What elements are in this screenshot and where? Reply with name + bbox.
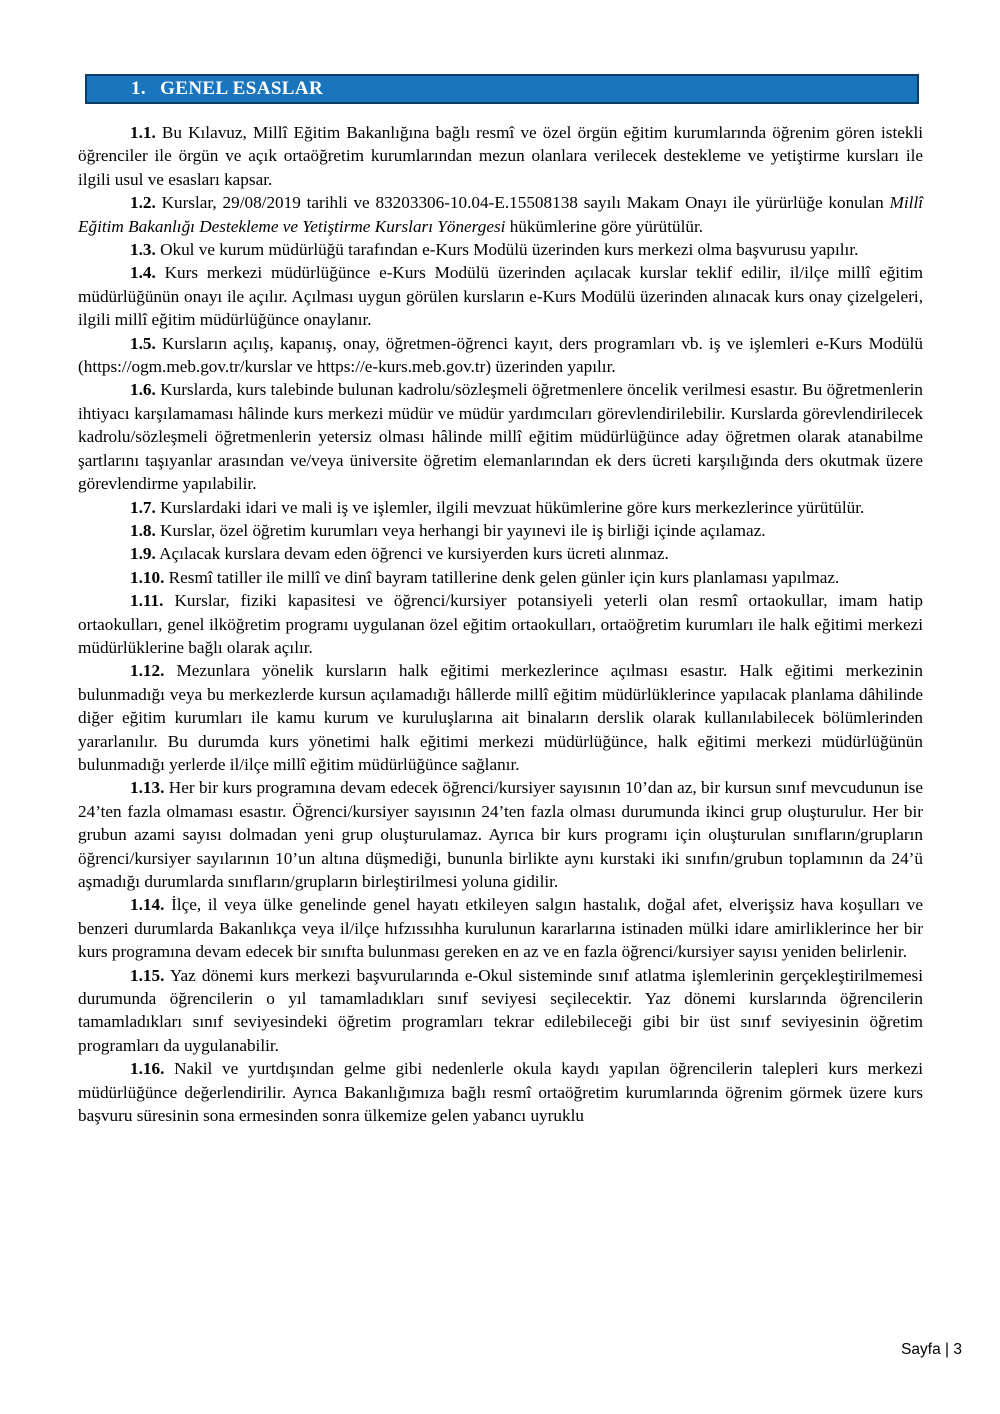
- clause-1.1: [78, 121, 923, 191]
- clause-number: 1.13.: [130, 778, 165, 798]
- clause-1.8: [78, 519, 923, 542]
- clause-text: Her bir kurs programına devam edecek öğrenci/kursiyer sayısının 10’dan az, bir kursun sınıf mevcudunun ise 24’ten fazla olmaması esastır. Öğrenci/kursiyer sayısının 24’ten fazla olması durumunda ikinci grup oluşturulur. Her bir grubun azami sayısı dolmadan yeni grup oluşturulamaz. Ayrıca bir kurs programı için oluşturulan sınıfların/grupların öğrenci/kursiyer sayılarının 10’un altına düşmediği, bununla birlikte aynı kurstaki iki sınıfın/grubun toplamının da 24’ü aşmadığı durumlarda sınıfların/grupların birleştirilmesi yoluna gidilir.: [78, 778, 923, 891]
- clause-1.5: [78, 332, 923, 379]
- clause-text: Mezunlara yönelik kursların halk eğitimi merkezlerince açılması esastır. Halk eğitimi merkezinin bulunmadığı veya bu merkezlerde kursun açılamadığı hâllerde millî eğitim müdürlüklerince yapılacak planlama dâhilinde diğer eğitim kurumları ile kamu kurum ve kuruluşlarına ait binaların derslik olarak kullanılabilecek bölümlerinden yararlanılır. Bu durumda kurs yönetimi halk eğitimi merkezi müdürlüğünce, halk eğitimi merkezi müdürlüğünün bulunmadığı yerlerde il/ilçe millî eğitim müdürlüğünce sağlanır.: [78, 661, 924, 774]
- clause-text: Nakil ve yurtdışından gelme gibi nedenlerle okula kaydı yapılan öğrencilerin talepleri kurs merkezi müdürlüğünce değerlendirilir. Ayrıca Bakanlığımıza bağlı resmî ortaöğretim kurumlarında öğrenim görmek üzere kurs başvuru süresinin sona ermesinden sonra ülkemize gelen yabancı uyruklu: [78, 1059, 923, 1126]
- clause-text: Resmî tatiller ile millî ve dinî bayram tatillerine denk gelen günler için kurs planlaması yapılmaz.: [168, 567, 840, 587]
- clause-text: Kurs merkezi müdürlüğünce e-Kurs Modülü üzerinden açılacak kurslar teklif edilir, il/ilçe millî eğitim müdürlüğünün onayı ile açılır. Açılması uygun görülen kursların e-Kurs Modülü üzerinden alınacak kurs onay çizelgeleri, ilgili millî eğitim müdürlüğünce onaylanır.: [78, 263, 923, 330]
- section-number: 1.: [131, 78, 147, 99]
- clause-1.16: [78, 1057, 923, 1127]
- clause-number: 1.4.: [130, 263, 156, 283]
- clause-text: Kurslar, 29/08/2019 tarihli ve 83203306-10.04-E.15508138 sayılı Makam Onayı ile yürürlüğe konulan: [161, 193, 890, 213]
- clause-text: Kursların açılış, kapanış, onay, öğretmen-öğrenci kayıt, ders programları vb. iş ve işlemleri e-Kurs Modülü (https://ogm.meb.gov.tr/kurslar ve https://e-kurs.meb.gov.tr) üzerinden yapılır.: [78, 333, 923, 377]
- section-header-bar: [85, 74, 919, 104]
- clause-number: 1.15.: [130, 965, 165, 985]
- clause-1.12: [78, 659, 923, 776]
- clause-text: İlçe, il veya ülke genelinde genel hayatı etkileyen salgın hastalık, doğal afet, elverişsiz hava koşulları ve benzeri durumlarda Bakanlıkça veya il/ilçe hıfzıssıhha kurulunun kararlarına istinaden mülki idare amirliklerince her bir kurs programına devam edecek bir sınıfta bulunması gereken en az ve en fazla öğrenci/kursiyer sayısı yeniden belirlenir.: [78, 895, 923, 962]
- clause-1.13: [78, 776, 923, 893]
- clause-number: 1.10.: [130, 567, 165, 587]
- clause-text: Kurslarda, kurs talebinde bulunan kadrolu/sözleşmeli öğretmenlere öncelik verilmesi esastır. Bu öğretmenlerin ihtiyacı karşılamaması hâlinde kurs merkezi müdür ve müdür yardımcıları görevlendirilebilir. Kurslarda görevlendirilecek kadrolu/sözleşmeli öğretmenlerin yetersiz olması hâlinde millî eğitim müdürlüğünce aday öğretmen olarak atanabilme şartlarını taşıyanlar arasından ve/veya üniversite öğretim elemanlarından ek ders ücreti karşılığında ders okutmak üzere görevlendirme yapılabilir.: [78, 380, 923, 494]
- clause-1.7: [78, 496, 923, 519]
- clause-1.11: [78, 589, 923, 659]
- clause-1.14: [78, 893, 923, 963]
- page-number: Sayfa | 3: [901, 1341, 962, 1358]
- clause-text: Okul ve kurum müdürlüğü tarafından e-Kurs Modülü üzerinden kurs merkezi olma başvurusu yapılır.: [160, 240, 859, 260]
- clause-number: 1.5.: [130, 333, 156, 353]
- clause-number: 1.1.: [130, 123, 156, 142]
- clause-number: 1.14.: [130, 895, 165, 915]
- clause-1.3: [78, 238, 923, 261]
- clause-text: Açılacak kurslara devam eden öğrenci ve kursiyerden kurs ücreti alınmaz.: [159, 544, 669, 564]
- clause-number: 1.11.: [130, 591, 164, 611]
- clause-1.15: [78, 964, 923, 1058]
- clause-1.10: [78, 566, 923, 589]
- clause-1.9: [78, 542, 923, 565]
- clause-number: 1.9.: [130, 544, 156, 564]
- clause-number: 1.6.: [130, 380, 156, 400]
- clause-text: Kurslar, fiziki kapasitesi ve öğrenci/kursiyer potansiyeli yeterli olan resmî ortaokullar, imam hatip ortaokulları, genel ilköğretim programı uygulanan özel eğitim ortaokulları, ortaöğretim kurumları ile halk eğitimi merkezi müdürlüklerine bağlı olarak açılır.: [78, 591, 924, 657]
- clause-number: 1.2.: [130, 193, 156, 213]
- clause-text: Yaz dönemi kurs merkezi başvurularında e-Okul sisteminde sınıf atlatma işlemlerinin gerçekleştirilmemesi durumunda öğrencilerin o yıl tamamladıkları sınıf seviyesi seçilecektir. Yaz dönemi kurslarında öğrencilerin tamamladıkları sınıf seviyesindeki öğretim programları tekrar edilebileceği gibi bir üst sınıf seviyesinin öğretim programları da uygulanabilir.: [78, 965, 923, 1055]
- clause-number: 1.3.: [130, 240, 156, 260]
- clause-text: hükümlerine göre yürütülür.: [505, 216, 704, 236]
- clause-text-italic: Millî Eğitim Bakanlığı Destekleme ve Yetiştirme Kursları Yönergesi: [78, 193, 923, 236]
- clause-text: Kurslar, özel öğretim kurumları veya herhangi bir yayınevi ile iş birliği içinde açılamaz.: [160, 520, 766, 540]
- clause-number: 1.12.: [130, 661, 165, 681]
- clause-number: 1.8.: [130, 520, 156, 540]
- clause-number: 1.16.: [130, 1059, 165, 1079]
- clause-1.2: [78, 191, 923, 238]
- clause-number: 1.7.: [130, 497, 156, 517]
- section-title: GENEL ESASLAR: [160, 78, 324, 99]
- clause-text: Bu Kılavuz, Millî Eğitim Bakanlığına bağlı resmî ve özel örgün eğitim kurumlarında öğrenim gören istekli öğrenciler ile örgün ve açık ortaöğretim kurumlarından mezun olanlara verilecek destekleme ve yetiştirme kursları ile ilgili usul ve esasları kapsar.: [78, 123, 923, 189]
- clauses: [78, 121, 923, 1127]
- clause-text: Kurslardaki idari ve mali iş ve işlemler, ilgili mevzuat hükümlerine göre kurs merkezlerince yürütülür.: [160, 497, 865, 517]
- clause-1.6: [78, 378, 923, 495]
- clause-1.4: [78, 261, 923, 331]
